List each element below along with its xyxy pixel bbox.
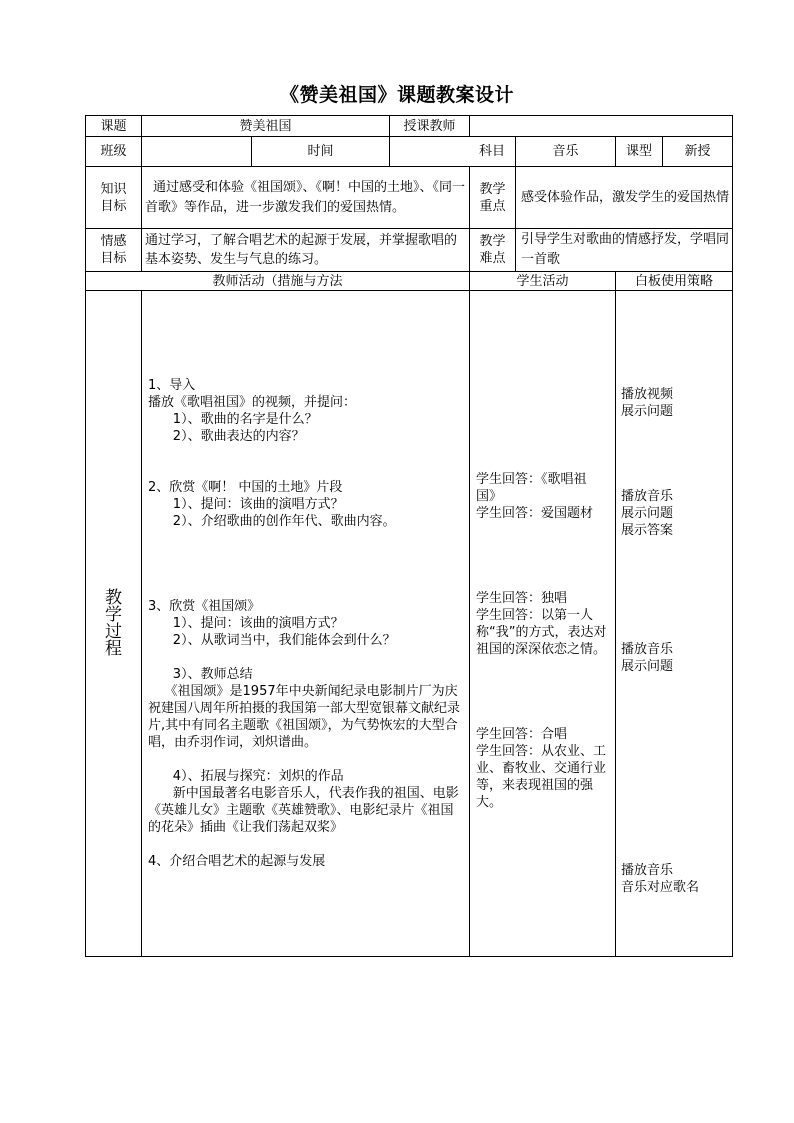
type-label: 课型 [616, 137, 663, 167]
difficulty-label: 教学 难点 [470, 229, 516, 272]
whiteboard-strategies-text: 播放视频 展示问题 播放音乐 展示问题 展示答案 播放音乐 展示问题 播放音乐 音乐对应歌名 [616, 291, 733, 957]
teacher-label: 授课教师 [390, 116, 470, 137]
row-emotion [86, 229, 733, 272]
class-label: 班级 [86, 137, 142, 167]
teaching-process-label: 教 学 过 程 [86, 291, 142, 957]
course-value: 赞美祖国 [142, 116, 390, 137]
row-class [86, 137, 733, 167]
subject-label: 科目 [390, 137, 516, 167]
lesson-plan-table [85, 115, 733, 957]
time-label: 时间 [252, 137, 390, 167]
student-activity-header: 学生活动 [470, 272, 616, 291]
course-label: 课题 [86, 116, 142, 137]
key-point-label: 教学 重点 [470, 167, 516, 229]
emotion-goal-text: 通过学习，了解合唱艺术的起源于发展，并掌握歌唱的基本姿势、发生与气息的练习。 [142, 229, 470, 272]
teacher-activities-text: 1、导入 播放《歌唱祖国》的视频，并提问： 1）、歌曲的名字是什么？ 2）、歌曲表达的内容？ 2、欣赏《啊！ 中国的土地》片段 1）、提问：该曲的演唱方式？ 2）、介绍歌曲的创作年代、歌曲内容。 3、欣赏《祖国颂》 1）、提问：该曲的演唱方式？ 2）、从歌词当中，我们能体会到什么？ 3）、教师总结 《祖国颂》是1957年中央新闻纪录电影制片厂为庆祝建国八周年所拍摄的我国第一部大型宽银幕文献纪录片,其中有同名主题歌《祖国颂》，为气势恢宏的大型合唱，由乔羽作词，刘炽谱曲。 4）、拓展与探究：刘炽的作品 新中国最著名电影音乐人，代表作我的祖国、电影《英雄儿女》主题歌《英雄赞歌》、电影纪录片《祖国的花朵》插曲《让我们荡起双桨》 4、介绍合唱艺术的起源与发展 [142, 291, 470, 957]
teacher-value [470, 116, 733, 137]
knowledge-goal-text: 通过感受和体验《祖国颂》、《啊！中国的土地》、《同一首歌》等作品，进一步激发我们的爱国热情。 [142, 167, 470, 229]
whiteboard-header: 白板使用策略 [616, 272, 733, 291]
row-headers [86, 272, 733, 291]
row-course [86, 116, 733, 137]
difficulty-text: 引导学生对歌曲的情感抒发，学唱同一首歌 [516, 229, 733, 272]
emotion-goal-label: 情感 目标 [86, 229, 142, 272]
document-title: 《赞美祖国》课题教案设计 [279, 84, 514, 106]
student-activities-text: 学生回答：《歌唱祖国》 学生回答：爱国题材 学生回答：独唱 学生回答：以第一人称“我”的方式，表达对祖国的深深依恋之情。 学生回答：合唱 学生回答：从农业、工业、畜牧业、交通行业等，来表现祖国的强大。 [470, 291, 616, 957]
type-value: 新授 [663, 137, 733, 167]
teacher-activity-header: 教师活动（措施与方法 [86, 272, 470, 291]
knowledge-goal-label: 知识 目标 [86, 167, 142, 229]
key-point-text: 感受体验作品，激发学生的爱国热情 [516, 167, 733, 229]
class-value [142, 137, 252, 167]
row-process [86, 291, 733, 957]
subject-value: 音乐 [516, 137, 616, 167]
row-knowledge [86, 167, 733, 229]
